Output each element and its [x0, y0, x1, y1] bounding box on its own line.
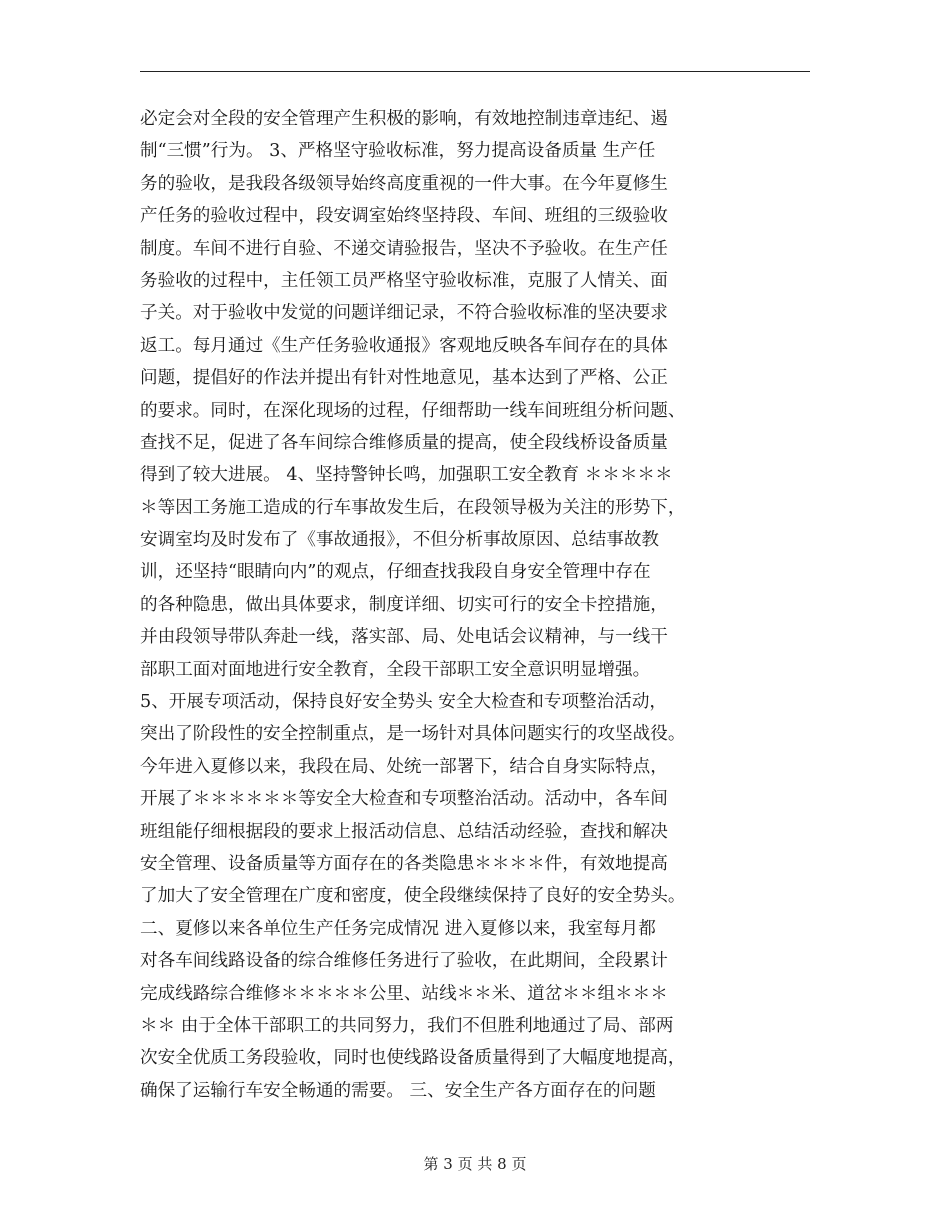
text-line: 制度。车间不进行自验、不递交请验报告，坚决不予验收。在生产任: [140, 238, 668, 259]
text-line: 二、夏修以来各单位生产任务完成情况 进入夏修以来，我室每月都: [140, 918, 656, 939]
text-line: 部职工面对面地进行安全教育，全段干部职工安全意识明显增强。: [140, 659, 651, 680]
text-line: ＊等因工务施工造成的行车事故发生后，在段领导极为关注的形势下，: [140, 497, 686, 518]
text-line: 安调室均及时发布了《事故通报》，不但分析事故原因、总结事故教: [140, 530, 660, 551]
text-line: 得到了较大进展。 4、坚持警钟长鸣，加强职工安全教育 ＊＊＊＊＊: [140, 465, 673, 486]
text-line: 问题，提倡好的作法并提出有针对性地意见，基本达到了严格、公正: [140, 368, 668, 389]
text-line: 制“三惯”行为。 3、严格坚守验收标准，努力提高设备质量 生产任: [140, 141, 656, 162]
text-line: 务验收的过程中，主任领工员严格坚守验收标准，克服了人情关、面: [140, 270, 668, 291]
text-line: 必定会对全段的安全管理产生积极的影响，有效地控制违章违纪、遏: [140, 109, 668, 129]
text-line: 了加大了安全管理在广度和密度，使全段继续保持了良好的安全势头。: [140, 886, 686, 907]
text-line: 对各车间线路设备的综合维修任务进行了验收，在此期间，全段累计: [140, 951, 668, 972]
text-line: 的要求。同时，在深化现场的过程，仔细帮助一线车间班组分析问题、: [140, 400, 686, 421]
text-line: 返工。每月通过《生产任务验收通报》客观地反映各车间存在的具体: [140, 335, 668, 356]
text-line: 完成线路综合维修＊＊＊＊＊公里、站线＊＊米、道岔＊＊组＊＊＊: [140, 983, 668, 1004]
text-line: 5、开展专项活动，保持良好安全势头 安全大检查和专项整治活动，: [140, 692, 668, 713]
page-footer: 第 3 页 共 8 页: [423, 1155, 527, 1173]
text-line: 确保了运输行车安全畅通的需要。 三、安全生产各方面存在的问题: [140, 1080, 656, 1101]
text-line: 产任务的验收过程中，段安调室始终坚持段、车间、班组的三级验收: [140, 206, 668, 227]
text-line: ＊＊ 由于全体干部职工的共同努力，我们不但胜利地通过了局、部两: [140, 1015, 674, 1036]
text-line: 安全管理、设备质量等方面存在的各类隐患＊＊＊＊件，有效地提高: [140, 853, 668, 874]
text-line: 训，还坚持“眼睛向内”的观点，仔细查找我段自身安全管理中存在: [140, 562, 651, 583]
text-line: 务的验收，是我段各级领导始终高度重视的一件大事。在今年夏修生: [140, 173, 668, 194]
text-line: 班组能仔细根据段的要求上报活动信息、总结活动经验，查找和解决: [140, 821, 668, 842]
text-line: 并由段领导带队奔赴一线，落实部、局、处电话会议精神，与一线干: [140, 627, 668, 648]
document-body: [140, 103, 810, 1107]
text-line: 子关。对于验收中发觉的问题详细记录，不符合验收标准的坚决要求: [140, 303, 668, 324]
text-line: 的各种隐患，做出具体要求，制度详细、切实可行的安全卡控措施，: [140, 594, 668, 615]
text-line: 次安全优质工务段验收，同时也使线路设备质量得到了大幅度地提高，: [140, 1048, 686, 1069]
text-line: 查找不足，促进了各车间综合维修质量的提高，使全段线桥设备质量: [140, 432, 668, 453]
header-rule: [140, 71, 810, 72]
text-line: 突出了阶段性的安全控制重点，是一场针对具体问题实行的攻坚战役。: [140, 724, 686, 745]
text-line: 今年进入夏修以来，我段在局、处统一部署下，结合自身实际特点，: [140, 756, 668, 777]
text-line: 开展了＊＊＊＊＊＊等安全大检查和专项整治活动。活动中，各车间: [140, 789, 668, 810]
